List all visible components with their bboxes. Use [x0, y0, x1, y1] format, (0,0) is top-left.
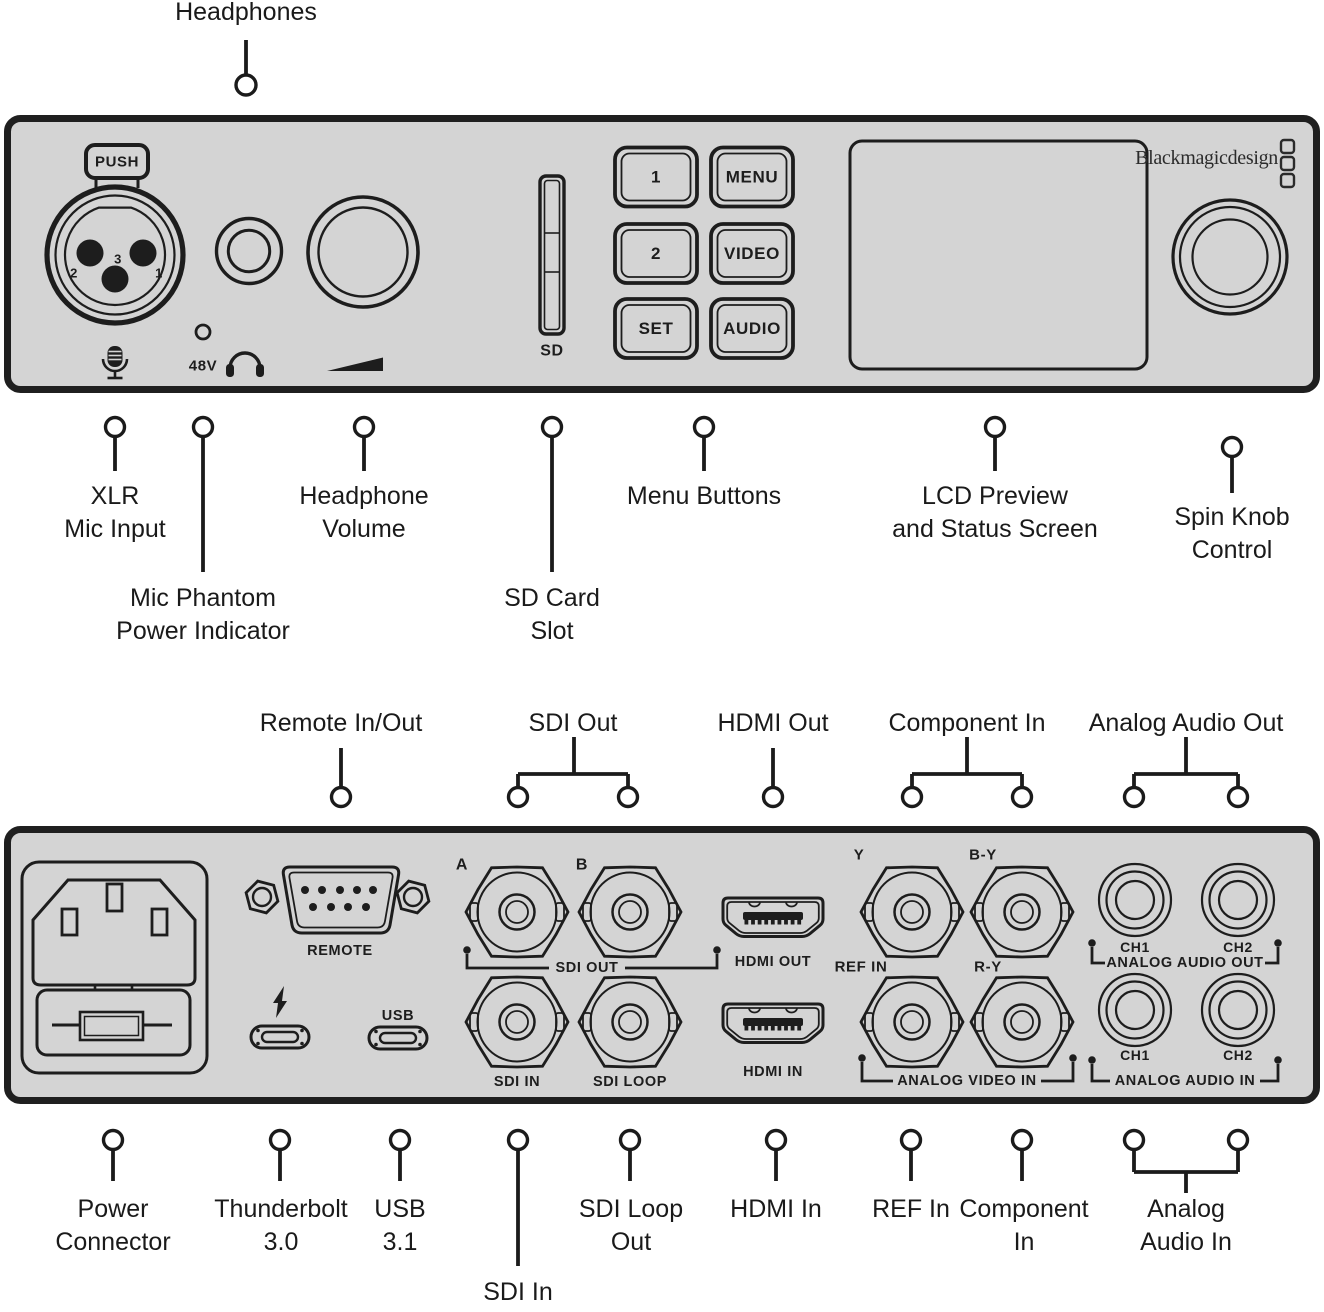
- hdmi-out-label: HDMI OUT: [734, 954, 812, 970]
- xlr-pin2-label: 2: [70, 265, 78, 281]
- button-2-label: 2: [650, 244, 662, 263]
- callout-label-ref-in: REF In: [872, 1195, 950, 1223]
- component-ry-label: R-Y: [974, 958, 1002, 976]
- callout-marker-sdi-in: [509, 1131, 528, 1267]
- button-video-label: VIDEO: [724, 244, 780, 263]
- callout-label-spin-knob: Spin Knob Control: [1174, 503, 1290, 564]
- callout-label-component-in-top: Component In: [888, 709, 1046, 737]
- callout-marker-sd-card-slot: [543, 418, 562, 573]
- callout-marker-power-connector: [104, 1131, 123, 1182]
- component-by-label: B-Y: [969, 846, 997, 864]
- callout-label-xlr-mic-input: XLR Mic Input: [64, 482, 166, 543]
- callout-label-power-connector: Power Connector: [55, 1195, 171, 1256]
- callout-label-sd-card-slot: SD Card Slot: [504, 584, 600, 645]
- callout-marker-hdmi-in: [767, 1131, 786, 1182]
- callout-label-mic-phantom: Mic Phantom Power Indicator: [116, 584, 290, 645]
- callout-marker-sdi-out: [509, 737, 638, 807]
- brand-logo-text: Blackmagicdesign: [1135, 147, 1278, 169]
- callout-label-headphone-volume: Headphone Volume: [299, 482, 429, 543]
- audio-in-ch2-label: CH2: [1223, 1047, 1253, 1063]
- callout-label-sdi-out: SDI Out: [528, 709, 618, 737]
- callout-marker-headphone-volume: [355, 418, 374, 472]
- ref-in-label: REF IN: [834, 958, 888, 976]
- button-1-label: 1: [650, 167, 662, 187]
- sdi-out-label: SDI OUT: [555, 960, 619, 976]
- front-panel-body: [8, 119, 1317, 390]
- analog-audio-in-label: ANALOG AUDIO IN: [1114, 1073, 1256, 1089]
- callout-marker-analog-audio-in: [1125, 1131, 1248, 1194]
- rear-panel: [4, 826, 1320, 1104]
- callout-marker-thunderbolt: [271, 1131, 290, 1182]
- audio-out-ch2-label: CH2: [1223, 939, 1253, 955]
- callout-label-remote-in-out: Remote In/Out: [259, 709, 423, 737]
- callout-marker-component-in-bottom: [1013, 1131, 1032, 1182]
- callout-label-hdmi-in: HDMI In: [730, 1195, 822, 1223]
- front-panel: [4, 115, 1320, 393]
- callout-marker-sdi-loop-out: [621, 1131, 640, 1182]
- sd-slot-label: SD: [540, 342, 564, 360]
- callout-label-analog-audio-out: Analog Audio Out: [1088, 709, 1284, 737]
- xlr-pin3-label: 3: [114, 251, 122, 267]
- callout-label-hdmi-out: HDMI Out: [717, 709, 829, 737]
- callout-label-thunderbolt: Thunderbolt 3.0: [214, 1195, 348, 1256]
- callout-marker-analog-audio-out: [1125, 737, 1248, 807]
- callout-marker-headphones: [236, 40, 256, 95]
- callout-marker-spin-knob: [1223, 438, 1242, 494]
- callout-label-analog-audio-in: Analog Audio In: [1140, 1195, 1232, 1256]
- remote-label: REMOTE: [307, 943, 373, 959]
- button-menu-label: MENU: [725, 167, 779, 187]
- callout-marker-component-in-top: [903, 737, 1032, 807]
- audio-out-ch1-label: CH1: [1120, 939, 1150, 955]
- sdi-in-label: SDI IN: [493, 1074, 541, 1090]
- hdmi-in-label: HDMI IN: [743, 1064, 803, 1080]
- callout-label-menu-buttons: Menu Buttons: [626, 482, 782, 510]
- callout-label-usb: USB 3.1: [374, 1195, 426, 1256]
- analog-audio-out-label: ANALOG AUDIO OUT: [1106, 955, 1264, 971]
- xlr-push-label: PUSH: [94, 153, 140, 171]
- sdi-loop-label: SDI LOOP: [592, 1074, 668, 1090]
- button-set-label: SET: [638, 319, 674, 338]
- callout-label-lcd-preview: LCD Preview and Status Screen: [892, 482, 1098, 543]
- callout-marker-remote-in-out: [332, 748, 351, 807]
- audio-in-ch1-label: CH1: [1120, 1047, 1150, 1063]
- button-audio-label: AUDIO: [723, 319, 781, 338]
- callout-marker-usb: [391, 1131, 410, 1182]
- sdi-a-label: A: [455, 856, 469, 874]
- analog-video-in-label: ANALOG VIDEO IN: [897, 1073, 1037, 1089]
- phantom-48v-label: 48V: [188, 357, 218, 375]
- callout-label-sdi-in: SDI In: [483, 1278, 553, 1306]
- callout-marker-mic-phantom: [194, 418, 213, 573]
- callout-marker-xlr-mic-input: [106, 418, 125, 472]
- callout-marker-hdmi-out: [764, 748, 783, 807]
- sdi-b-label: B: [575, 856, 589, 874]
- callout-label-sdi-loop-out: SDI Loop Out: [578, 1195, 684, 1256]
- callout-label-headphones: Headphones: [175, 0, 317, 26]
- callout-marker-lcd-preview: [986, 418, 1005, 472]
- xlr-pin1-label: 1: [155, 265, 163, 281]
- callout-marker-ref-in: [902, 1131, 921, 1182]
- component-y-label: Y: [853, 846, 865, 864]
- callout-label-component-in-bottom: Component In: [959, 1195, 1089, 1256]
- callout-marker-menu-buttons: [695, 418, 714, 472]
- usb-label: USB: [381, 1008, 415, 1024]
